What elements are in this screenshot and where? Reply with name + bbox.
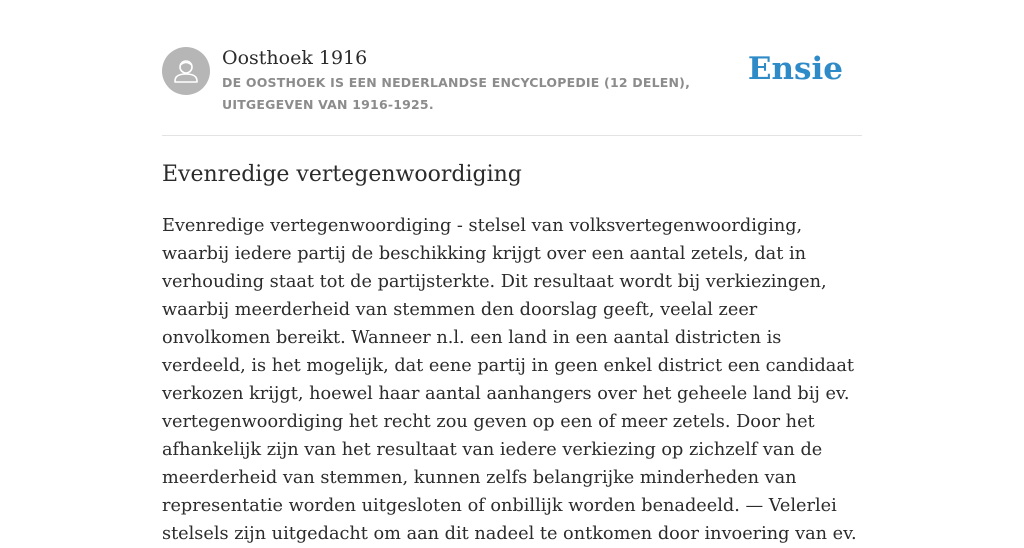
source-title[interactable]: Oosthoek 1916 [222, 47, 368, 69]
user-icon[interactable] [162, 47, 210, 95]
source-header [162, 44, 862, 136]
article-body: Evenredige vertegenwoordiging - stelsel van volksvertegenwoordiging, waarbij iedere partij de beschikking krijgt over een aantal zetels, dat in verhouding staat tot de partijsterkte. Dit resultaat wordt bij verkiezingen, waarbij meerderheid van stemmen den doorslag geeft, veelal zeer onvolkomen bereikt. Wanneer n.l. een land in een aantal districten is verdeeld, is het mogelijk, dat eene partij in geen enkel district een candidaat verkozen krijgt, hoewel haar aantal aanhangers over het geheele land bij ev. vertegenwoordiging het recht zou geven op een of meer zetels. Door het afhankelijk zijn van het resultaat van iedere verkiezing op zichzelf van de meerderheid van stemmen, kunnen zelfs belangrijke minderheden van representatie worden uitgesloten of onbillijk worden benadeeld. — Velerlei stelsels zijn uitgedacht om aan dit nadeel te ontkomen door invoering van ev. [162, 216, 857, 544]
article-title: Evenredige vertegenwoordiging [162, 162, 522, 187]
source-description: DE OOSTHOEK IS EEN NEDERLANDSE ENCYCLOPEDIE (12 DELEN), UITGEGEVEN VAN 1916-1925. [222, 75, 691, 112]
header-divider [162, 135, 862, 136]
ensie-logo[interactable]: Ensie [747, 51, 843, 87]
